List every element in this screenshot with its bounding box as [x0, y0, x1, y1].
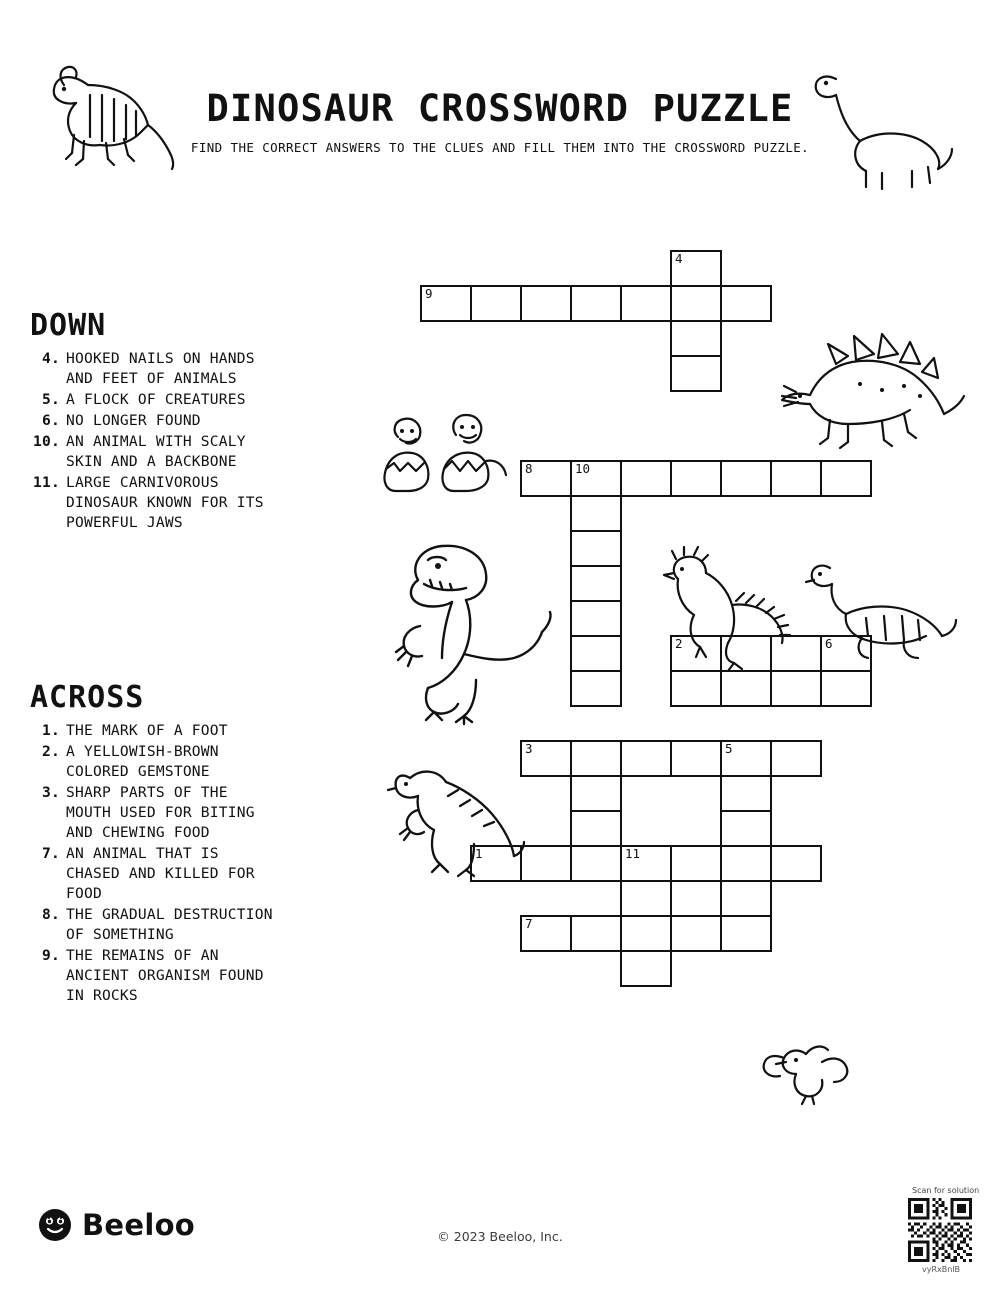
crossword-cell[interactable] [570, 530, 622, 567]
crossword-cell[interactable] [620, 845, 672, 882]
clue-text: A FLOCK OF CREATURES [66, 391, 246, 408]
crossword-cell[interactable] [670, 250, 722, 287]
cell-number: 2 [675, 636, 683, 651]
clue-text: THE GRADUAL DESTRUCTION OF SOMETHING [66, 906, 273, 943]
clue-number: 3. [42, 784, 60, 801]
clue-text: LARGE CARNIVOROUS DINOSAUR KNOWN FOR ITS POWERFUL JAWS [66, 474, 264, 531]
clue-item [30, 390, 280, 410]
crossword-cell[interactable] [620, 950, 672, 987]
crossword-cell[interactable] [770, 460, 822, 497]
clue-number: 4. [42, 350, 60, 367]
clue-number: 8. [42, 906, 60, 923]
clue-text: HOOKED NAILS ON HANDS AND FEET OF ANIMALS [66, 350, 255, 387]
across-clue-list [30, 721, 280, 1006]
qr-code-image[interactable] [908, 1198, 972, 1262]
crossword-cell[interactable] [420, 285, 472, 322]
crossword-cell[interactable] [720, 810, 772, 847]
clue-text: SHARP PARTS OF THE MOUTH USED FOR BITING AND CHEWING FOOD [66, 784, 255, 841]
crossword-cell[interactable] [720, 915, 772, 952]
crossword-cell[interactable] [720, 845, 772, 882]
crossword-cell[interactable] [670, 740, 722, 777]
crossword-cell[interactable] [670, 845, 722, 882]
cell-number: 3 [525, 741, 533, 756]
clue-number: 2. [42, 743, 60, 760]
copyright-text: © 2023 Beeloo, Inc. [437, 1229, 563, 1244]
clue-item [30, 473, 280, 533]
page-title: DINOSAUR CROSSWORD PUZZLE [206, 86, 794, 130]
crossword-cell[interactable] [570, 845, 622, 882]
crossword-cell[interactable] [570, 635, 622, 672]
clue-item [30, 721, 280, 741]
plesiosaur-illustration [800, 548, 960, 668]
clue-item [30, 946, 280, 1006]
page-subtitle: FIND THE CORRECT ANSWERS TO THE CLUES AND FILL THEM INTO THE CROSSWORD PUZZLE. [190, 140, 810, 155]
crossword-cell[interactable] [820, 460, 872, 497]
crossword-cell[interactable] [670, 285, 722, 322]
clue-item [30, 905, 280, 945]
crossword-cell[interactable] [770, 740, 822, 777]
crossword-cell[interactable] [570, 460, 622, 497]
crossword-cell[interactable] [570, 915, 622, 952]
crossword-cell[interactable] [520, 285, 572, 322]
clue-text: A YELLOWISH-BROWN COLORED GEMSTONE [66, 743, 219, 780]
clue-item [30, 783, 280, 843]
crossword-cell[interactable] [720, 460, 772, 497]
crossword-cell[interactable] [570, 285, 622, 322]
clue-number: 1. [42, 722, 60, 739]
clue-item [30, 349, 280, 389]
stegosaurus-illustration [770, 300, 970, 450]
clue-item [30, 432, 280, 472]
clue-text: THE MARK OF A FOOT [66, 722, 228, 739]
clue-number: 11. [33, 474, 60, 491]
crossword-cell[interactable] [570, 495, 622, 532]
down-heading: DOWN [30, 308, 107, 343]
crossword-cell[interactable] [670, 670, 722, 707]
cell-number: 9 [425, 286, 433, 301]
crossword-cell[interactable] [820, 670, 872, 707]
tyrannosaurus-illustration [380, 530, 560, 730]
crossword-cell[interactable] [620, 285, 672, 322]
cell-number: 5 [725, 741, 733, 756]
pterodactyl-illustration [762, 1032, 852, 1107]
crossword-cell[interactable] [720, 880, 772, 917]
crossword-cell[interactable] [770, 670, 822, 707]
cell-number: 6 [825, 636, 833, 651]
cell-number: 7 [525, 916, 533, 931]
across-heading: ACROSS [30, 680, 145, 715]
qr-code[interactable] [908, 1198, 972, 1262]
crossword-cell[interactable] [520, 915, 572, 952]
crossword-cell[interactable] [570, 670, 622, 707]
crossword-cell[interactable] [720, 740, 772, 777]
cell-number: 10 [575, 461, 591, 476]
clue-number: 6. [42, 412, 60, 429]
clue-number: 5. [42, 391, 60, 408]
cell-number: 1 [475, 846, 483, 861]
crossword-cell[interactable] [670, 355, 722, 392]
crossword-cell[interactable] [620, 880, 672, 917]
clue-number: 9. [42, 947, 60, 964]
parasaurolophus-illustration [28, 55, 178, 175]
brachiosaurus-illustration [806, 55, 956, 195]
clue-item [30, 742, 280, 782]
brand-name: Beeloo [82, 1208, 196, 1242]
crossword-cell[interactable] [720, 670, 772, 707]
feathered-dinosaur-illustration [648, 545, 798, 675]
crossword-cell[interactable] [620, 740, 672, 777]
clue-text: AN ANIMAL WITH SCALY SKIN AND A BACKBONE [66, 433, 246, 470]
clue-text: NO LONGER FOUND [66, 412, 201, 429]
code-id: vyRxBnlB [921, 1265, 961, 1274]
crossword-cell[interactable] [720, 775, 772, 812]
crossword-cell[interactable] [570, 740, 622, 777]
crossword-cell[interactable] [570, 810, 622, 847]
hatching-eggs-illustration [378, 405, 523, 495]
scan-label: Scan for solution [912, 1186, 980, 1195]
crossword-cell[interactable] [620, 915, 672, 952]
crossword-cell[interactable] [470, 285, 522, 322]
across-clues-block [30, 680, 280, 1007]
cell-number: 4 [675, 251, 683, 266]
clue-text: AN ANIMAL THAT IS CHASED AND KILLED FOR FOOD [66, 845, 255, 902]
crossword-cell[interactable] [720, 285, 772, 322]
down-clues-block [30, 308, 280, 534]
crossword-cell[interactable] [570, 600, 622, 637]
cell-number: 11 [625, 846, 641, 861]
cell-number: 8 [525, 461, 533, 476]
clue-item [30, 844, 280, 904]
clue-text: THE REMAINS OF AN ANCIENT ORGANISM FOUND IN ROCKS [66, 947, 264, 1004]
crossword-cell[interactable] [570, 775, 622, 812]
raptor-illustration [378, 752, 538, 882]
crossword-cell[interactable] [520, 460, 572, 497]
crossword-cell[interactable] [570, 565, 622, 602]
crossword-cell[interactable] [770, 845, 822, 882]
crossword-cell[interactable] [670, 460, 722, 497]
clue-number: 7. [42, 845, 60, 862]
crossword-cell[interactable] [670, 320, 722, 357]
crossword-cell[interactable] [670, 915, 722, 952]
down-clue-list [30, 349, 280, 533]
clue-item [30, 411, 280, 431]
clue-number: 10. [33, 433, 60, 450]
crossword-cell[interactable] [620, 460, 672, 497]
